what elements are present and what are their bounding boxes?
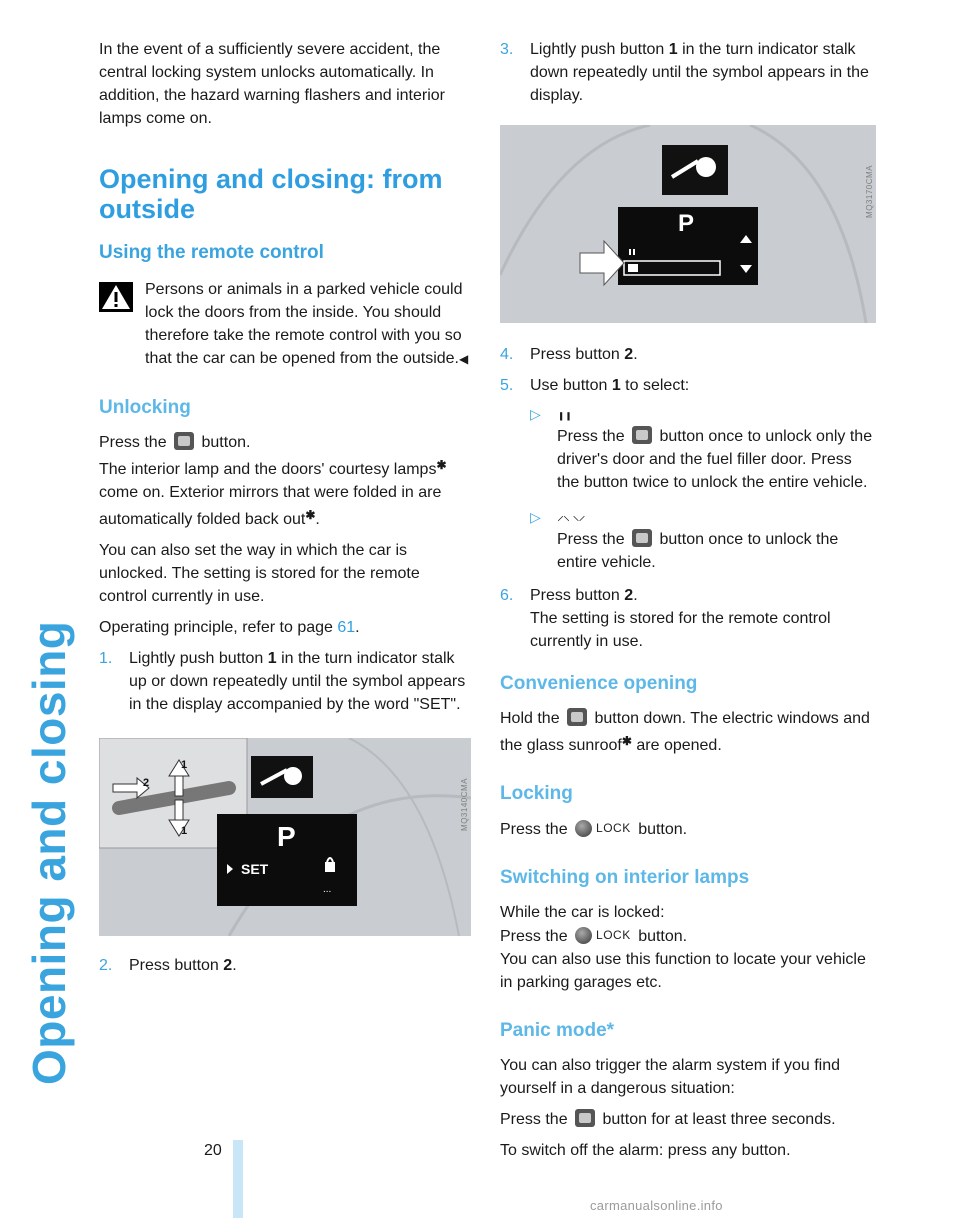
intro-paragraph: In the event of a sufficiently severe accident, the central locking system unlocks automatically. In addition, the hazard warning flashers and interior lamps come on. [99,41,445,127]
text-run: are opened. [631,737,722,754]
text-run: button once to unlock the entire vehicle. [557,531,839,571]
panic-text-2 [500,1108,876,1131]
step-4 [500,343,876,366]
park-label: P [277,821,296,852]
convenience-text [500,707,876,757]
step-2 [99,954,471,977]
page-link[interactable]: 61 [337,619,356,636]
step-3 [500,38,876,107]
step-number: 3. [500,41,514,58]
all-doors-symbol-icon: ⸝⸜ ⸜⸝ [557,508,585,524]
unlock-mode-figure [500,125,876,323]
option-driver-door [530,401,876,494]
remote-heading: Using the remote control [99,242,324,263]
text-run: Operating principle, refer to page [99,619,338,636]
text-run: come on. Exterior mirrors that were folded in are automatically folded back out [99,484,442,528]
figure-code: MQ3170CMA [865,165,874,218]
optional-asterisk: ✱ [305,508,316,522]
warning-text: Persons or animals in a parked vehicle could lock the doors from the inside. You should therefore take the remote control with you so that the car can be opened from the outside. [145,281,463,367]
step-number: 4. [500,346,514,363]
option-all-doors [530,504,876,574]
unlock-button-icon [174,432,194,450]
warning-icon [99,282,133,312]
text-run: . [232,957,237,974]
text-run: Press button [530,346,625,363]
button-ref: 2 [223,957,233,974]
step-number: 2. [99,957,113,974]
text-run: Press button [129,957,224,974]
page-bar [233,1140,243,1218]
button-ref: 1 [267,650,277,667]
left-column [99,38,471,985]
lock-button-icon [575,817,631,840]
unlock-options [530,401,876,574]
button-ref: 2 [624,587,634,604]
set-display-illustration [99,738,471,936]
text-run: in the turn indicator stalk up or down repeatedly until the symbol appears in the display accompanied by the word "SET". [129,650,466,713]
optional-asterisk: ✱ [436,458,447,472]
text-run: button once to unlock only the driver's door and the fuel filler door. Press the button twice to unlock the entire vehicle. [557,428,873,491]
text-run: button down. The electric windows and the glass sunroof [500,710,870,754]
driver-door-symbol-icon: ╻╻ [557,405,572,421]
text-run: Lightly push button [129,650,268,667]
set-label: SET [241,861,269,877]
steps-left-2 [99,954,471,977]
unlock-button-icon [632,529,652,547]
text-run: Hold the [500,710,560,727]
text-run: Press button [530,587,625,604]
steps-right-2 [500,343,876,653]
text-run: button. [201,434,251,451]
steps-right [500,38,876,107]
step-number: 5. [500,377,514,394]
figure-code: MQ3140CMA [460,778,469,831]
lock-label: LOCK [596,928,631,942]
step-number: 1. [99,650,113,667]
text-run: Press the [500,821,568,838]
interior-lamps-text [500,901,876,994]
arrow-down-label: 1 [181,825,188,837]
text-run: button. [638,928,688,945]
text-run: in the turn indicator stalk down repeatedly until the symbol appears in the display. [530,41,869,104]
text-run: to select: [620,377,690,394]
text-run: Press the [557,428,625,445]
section-side-tab [18,40,80,1090]
option-bullet: ▷ [530,406,541,422]
text-run: Press the [557,531,625,548]
locking-text [500,817,876,841]
warning-note [99,278,471,371]
option-bullet: ▷ [530,509,541,525]
button-ref: 1 [611,377,621,394]
text-run: button. [638,821,688,838]
button-ref: 1 [668,41,678,58]
locking-heading: Locking [500,783,573,804]
page-heading: Opening and closing: from outside [99,164,443,224]
text-run: button for at least three seconds. [602,1111,836,1128]
unlocking-heading: Unlocking [99,397,191,418]
text-run: Press the [500,928,568,945]
arrow-up-label: 1 [181,759,188,771]
text-run: The setting is stored for the remote control currently in use. [530,610,831,650]
button-ref: 2 [624,346,634,363]
text-run: Lightly push button [530,41,669,58]
interior-lamps-heading: Switching on interior lamps [500,867,750,888]
text-run: The interior lamp and the doors' courtesy lamps [99,461,437,478]
lock-button-icon [575,924,631,947]
panic-text-1: You can also trigger the alarm system if you find yourself in a dangerous situation: [500,1057,841,1097]
warning-end-mark: ◀ [458,352,469,366]
park-label: P [678,210,695,237]
watermark: carmanualsonline.info [590,1198,723,1213]
stalk-button-label: 2 [143,777,150,789]
text-run: . [315,511,320,528]
step-5 [500,374,876,574]
text-run: You can also use this function to locate your vehicle in parking garages etc. [500,951,866,991]
text-run: While the car is locked: [500,904,665,921]
set-display-figure [99,738,471,936]
steps-left [99,647,471,716]
section-title: Opening and closing [23,620,75,1085]
text-run: Press the [99,434,167,451]
step-1 [99,647,471,716]
text-run: . [633,587,638,604]
optional-asterisk: ✱ [621,734,632,748]
lock-label: LOCK [596,821,631,835]
right-column [500,38,876,1170]
page-number: 20 [204,1142,222,1159]
text-run: . [355,619,360,636]
unlock-courtesy [99,454,471,531]
unlock-press [99,431,471,454]
unlock-mode-illustration [500,125,876,323]
text-run: Use button [530,377,612,394]
panic-button-icon [575,1109,595,1127]
operating-principle [99,616,471,639]
step-number: 6. [500,587,514,604]
panic-heading: Panic mode* [500,1020,615,1041]
unlock-button-icon [567,708,587,726]
dots-label: ... [323,884,332,895]
setting-paragraph: You can also set the way in which the car is unlocked. The setting is stored for the remote control currently in use. [99,542,420,605]
panic-text-3: To switch off the alarm: press any button. [500,1142,791,1159]
text-run: Press the [500,1111,568,1128]
convenience-heading: Convenience opening [500,673,698,694]
text-run: . [633,346,638,363]
unlock-button-icon [632,426,652,444]
step-6 [500,584,876,653]
